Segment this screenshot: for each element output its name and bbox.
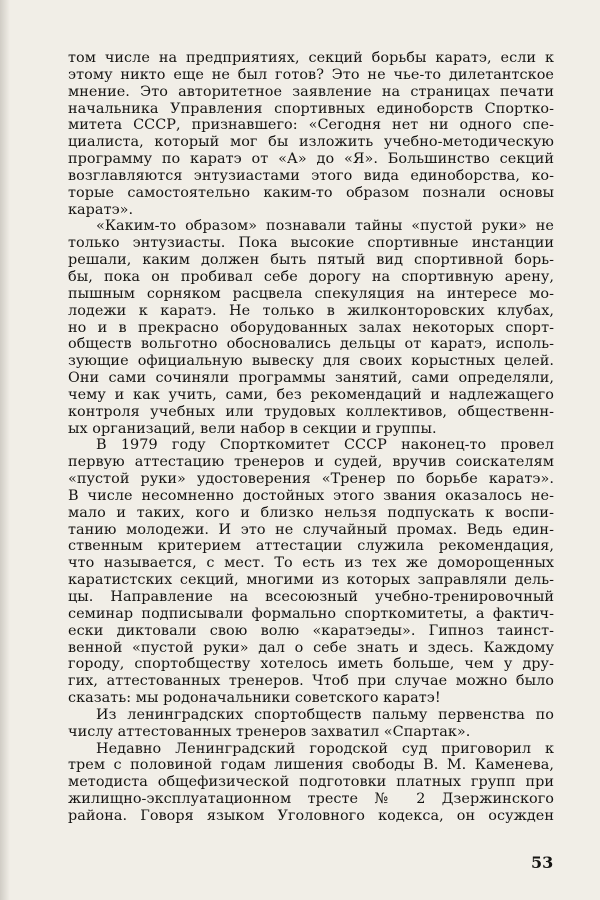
text-line: ых организаций, вели набор в секции и группы.: [68, 420, 437, 437]
text-line: что называется, с мест. То есть из тех же доморощенных: [68, 555, 554, 572]
text-line: района. Говоря языком Уголовного кодекса, он осужден: [68, 807, 554, 824]
text-line: митета СССР, признавшего: «Сегодня нет ни одного спе-: [68, 117, 554, 134]
text-line: том числе на предприятиях, секций борьбы каратэ, если к: [68, 50, 554, 66]
text-line: Они сами сочиняли программы занятий, сами определяли,: [68, 370, 554, 387]
text-line: но и в прекрасно оборудованных залах некоторых спорт-: [68, 319, 554, 336]
text-line: каратэ».: [68, 201, 134, 218]
text-line: программу по каратэ от «А» до «Я». Большинство секций: [68, 151, 554, 168]
text-line: сказать: мы родоначальники советского каратэ!: [68, 690, 441, 707]
text-line: венной «пустой руки» дал о себе знать и здесь. Каждому: [68, 639, 554, 656]
text-line: этому никто еще не был готов? Это не чье-то дилетантское: [68, 66, 554, 83]
text-line: пышным сорняком расцвела спекуляция на интересе мо-: [68, 285, 554, 302]
text-line: возглавляются энтузиастами этого вида единоборства, ко-: [68, 167, 554, 184]
paragraph-first-line: Недавно Ленинградский городской суд приговорил к: [96, 740, 554, 757]
text-line: первую аттестацию тренеров и судей, вручив соискателям: [68, 454, 554, 471]
text-line: методиста общефизической подготовки платных групп при: [68, 774, 554, 791]
body-text: [68, 50, 554, 825]
text-line: каратистских секций, многими из которых заправляли дель-: [68, 572, 554, 589]
text-line: чему и как учить, сами, без рекомендаций и надлежащего: [68, 386, 554, 403]
text-line: «пустой руки» удостоверения «Тренер по борьбе каратэ».: [68, 471, 554, 488]
text-line: начальника Управления спортивных единоборств Спортко-: [68, 100, 554, 117]
page-edge-shadow: [0, 0, 10, 900]
text-line: торые самостоятельно каким-то образом познали основы: [68, 184, 554, 201]
text-line: циалиста, который мог бы изложить учебно-методическую: [68, 134, 554, 151]
text-line: трем с половиной годам лишения свободы В. М. Каменева,: [68, 757, 554, 774]
text-line: мнение. Это авторитетное заявление на страницах печати: [68, 83, 554, 100]
text-line: лодежи к каратэ. Не только в жилконторовских клубах,: [68, 302, 554, 319]
text-line: контроля учебных или трудовых коллективов, общественн-: [68, 403, 554, 420]
text-line: танию молодежи. И это не случайный промах. Ведь един-: [68, 521, 554, 538]
text-line: В числе несомненно достойных этого звания оказалось не-: [68, 487, 554, 504]
text-line: городу, спортобществу хотелось иметь больше, чем у дру-: [68, 656, 554, 673]
text-line: ственным критерием аттестации служила рекомендация,: [68, 538, 554, 555]
text-line: ески диктовали свою волю «каратэеды». Гипноз таинст-: [68, 622, 554, 639]
text-line: цы. Направление на всесоюзный учебно-тренировочный: [68, 589, 554, 605]
text-line: зующие официальную вывеску для своих корыстных целей.: [68, 353, 554, 370]
text-line: решали, каким должен быть пятый вид спортивной борь-: [68, 252, 554, 269]
text-line: бы, пока он пробивал себе дорогу на спортивную арену,: [68, 268, 554, 285]
paragraph-first-line: В 1979 году Спорткомитет СССР наконец-то провел: [96, 437, 554, 454]
text-line: числу аттестованных тренеров захватил «Спартак».: [68, 723, 471, 740]
text-line: только энтузиасты. Пока высокие спортивные инстанции: [68, 235, 554, 252]
page-number: 53: [531, 853, 554, 872]
paragraph-first-line: Из ленинградских спортобществ пальму первенства по: [96, 706, 554, 723]
paragraph-first-line: «Каким-то образом» познавали тайны «пустой руки» не: [96, 218, 554, 235]
text-line: жилищно-эксплуатационном тресте № 2 Дзержинского: [68, 791, 554, 808]
text-line: мало и таких, кого и близко нельзя подпускать к воспи-: [68, 504, 554, 521]
text-line: обществ вольготно обосновались дельцы от каратэ, исполь-: [68, 336, 554, 353]
text-line: семинар подписывали формально спорткомитеты, а фактич-: [68, 605, 554, 622]
text-line: гих, аттестованных тренеров. Чтоб при случае можно было: [68, 673, 554, 690]
